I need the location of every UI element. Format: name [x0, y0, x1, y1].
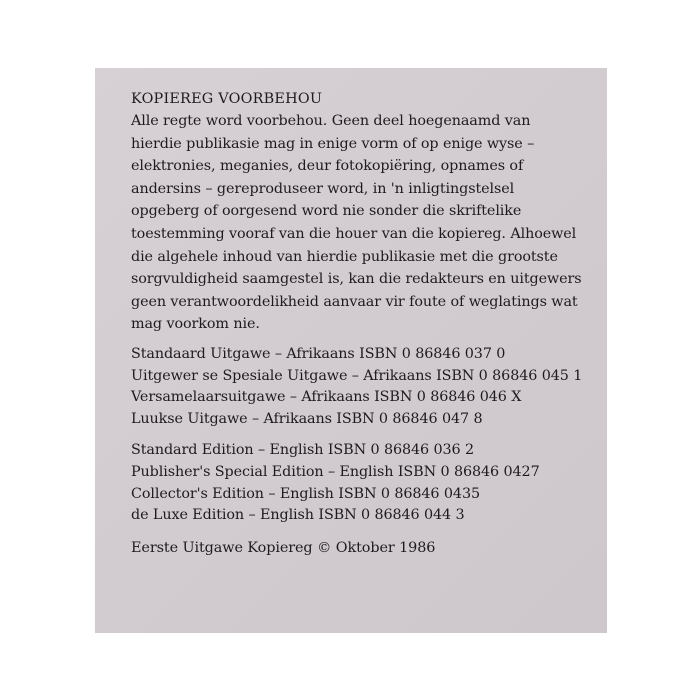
- edition-isbn-line: Uitgewer se Spesiale Uitgawe – Afrikaans ISBN 0 86846 045 1: [131, 367, 583, 384]
- english-editions-list: [131, 440, 601, 526]
- edition-isbn-line: Standaard Uitgawe – Afrikaans ISBN 0 86846 037 0: [131, 345, 506, 362]
- paragraph-line: die algehele inhoud van hierdie publikasie met die grootste: [131, 248, 558, 265]
- edition-isbn-line: Publisher's Special Edition – English ISBN 0 86846 0427: [131, 463, 540, 480]
- paragraph-line: hierdie publikasie mag in enige vorm of op enige wyse –: [131, 135, 535, 152]
- paragraph-line: andersins – gereproduseer word, in 'n inligtingstelsel: [131, 180, 515, 197]
- paragraph-line: mag voorkom nie.: [131, 316, 260, 333]
- edition-isbn-line: Standard Edition – English ISBN 0 86846 036 2: [131, 442, 475, 459]
- copyright-heading: KOPIEREG VOORBEHOU: [131, 91, 323, 107]
- edition-isbn-line: Collector's Edition – English ISBN 0 86846 0435: [131, 485, 480, 502]
- paragraph-line: geen verantwoordelikheid aanvaar vir foute of weglatings wat: [131, 293, 578, 310]
- copyright-page: [95, 68, 607, 633]
- paragraph-line: Alle regte word voorbehou. Geen deel hoegenaamd van: [131, 113, 531, 129]
- paragraph-line: sorgvuldigheid saamgestel is, kan die redakteurs en uitgewers: [131, 271, 582, 288]
- rights-reserved-paragraph: [131, 110, 601, 336]
- copyright-text-block: [131, 88, 601, 559]
- edition-isbn-line: de Luxe Edition – English ISBN 0 86846 044 3: [131, 507, 465, 524]
- afrikaans-editions-list: [131, 344, 601, 430]
- paragraph-line: opgeberg of oorgesend word nie sonder die skriftelike: [131, 203, 522, 220]
- first-edition-copyright-line: Eerste Uitgawe Kopiereg © Oktober 1986: [131, 539, 436, 556]
- edition-isbn-line: Luukse Uitgawe – Afrikaans ISBN 0 86846 047 8: [131, 410, 483, 427]
- paragraph-line: elektronies, meganies, deur fotokopiëring, opnames of: [131, 158, 524, 175]
- paragraph-line: toestemming vooraf van die houer van die kopiereg. Alhoewel: [131, 225, 577, 242]
- edition-isbn-line: Versamelaarsuitgawe – Afrikaans ISBN 0 86846 046 X: [131, 389, 522, 406]
